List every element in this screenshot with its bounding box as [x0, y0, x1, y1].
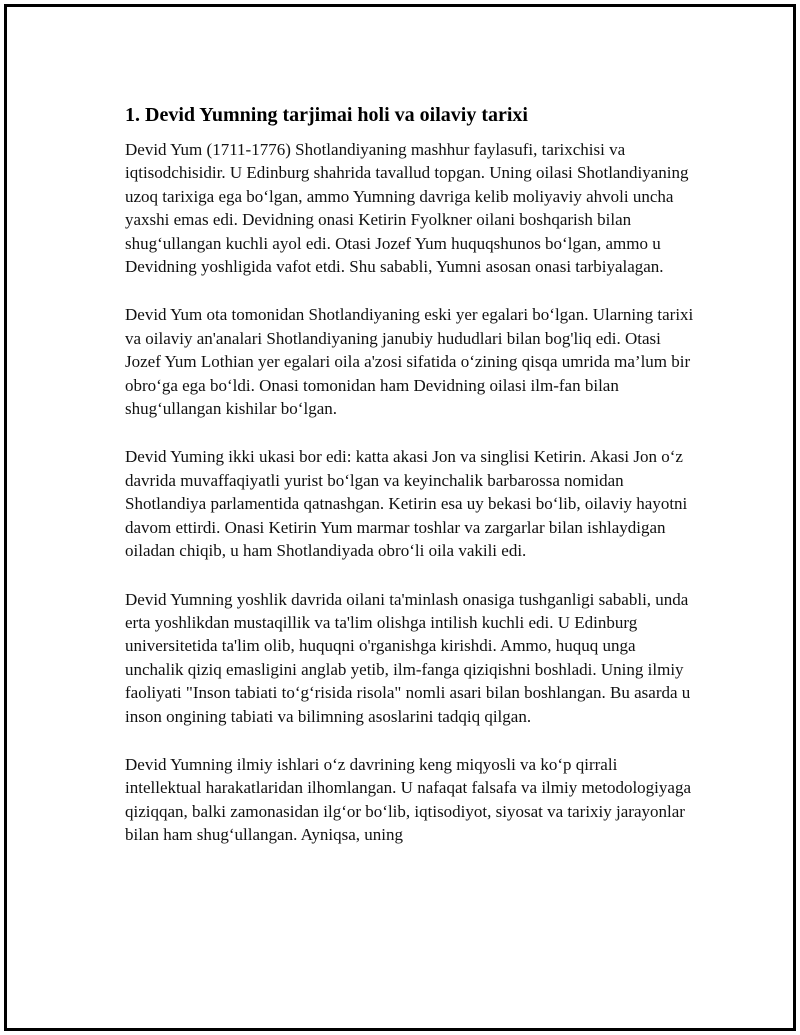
- document-body: [121, 93, 697, 872]
- paragraph-1: Devid Yum (1711-1776) Shotlandiyaning mashhur faylasufi, tarixchisi va iqtisodchisidir. U Edinburg shahrida tavallud topgan. Uning oilasi Shotlandiyaning uzoq tarixiga ega bo‘lgan, ammo Yumning davriga kelib moliyaviy ahvoli uncha yaxshi emas edi. Devidning onasi Ketirin Fyolkner oilani boshqarish bilan shug‘ullangan kuchli ayol edi. Otasi Jozef Yum huquqshunos bo‘lgan, ammo u Devidning yoshligida vafot etdi. Shu sababli, Yumni asosan onasi tarbiyalagan.: [125, 140, 689, 277]
- paragraph-5: Devid Yumning ilmiy ishlari o‘z davrining keng miqyosli va ko‘p qirrali intellektual harakatlaridan ilhomlangan. U nafaqat falsafa va ilmiy metodologiyaga qiziqqan, balki zamonasidan ilg‘or bo‘lib, iqtisodiyot, siyosat va tarixiy jarayonlar bilan ham shug‘ullangan. Ayniqsa, uning: [125, 754, 691, 845]
- paragraph-4: Devid Yumning yoshlik davrida oilani ta'minlash onasiga tushganligi sababli, unda erta yoshlikdan mustaqillik va ta'lim olishga intilish kuchli edi. U Edinburg universitetida ta'lim olib, huquqni o'rganishga kirishdi. Ammo, huquq unga unchalik qiziq emasligini anglab yetib, ilm-fanga qiziqishni boshladi. Uning ilmiy faoliyati "Inson tabiati to‘g‘risida risola" nomli asari bilan boshlangan. Bu asarda u inson ongining tabiati va bilimning asoslarini tadqiq qilgan.: [125, 589, 691, 726]
- paragraph-3: Devid Yuming ikki ukasi bor edi: katta akasi Jon va singlisi Ketirin. Akasi Jon o‘z davrida muvaffaqiyatli yurist bo‘lgan va keyinchalik barbarossa nomidan Shotlandiya parlamentida qatnashgan. Ketirin esa uy bekasi bo‘lib, oilaviy hayotni davom ettirdi. Onasi Ketirin Yum marmar toshlar va zargarlar bilan ishlaydigan oiladan chiqib, u ham Shotlandiyada obro‘li oila vakili edi.: [125, 447, 688, 561]
- page-frame: [4, 4, 796, 1031]
- section-heading: 1. Devid Yumning tarjimai holi va oilaviy tarixi: [125, 104, 528, 126]
- paragraph-2: Devid Yum ota tomonidan Shotlandiyaning eski yer egalari bo‘lgan. Ularning tarixi va oilaviy an'analari Shotlandiyaning janubiy hududlari bilan bog'liq edi. Otasi Jozef Yum Lothian yer egalari oila a'zosi sifatida o‘zining qisqa umrida ma’lum bir obro‘ga ega bo‘ldi. Onasi tomonidan ham Devidning oilasi ilm-fan bilan shug‘ullangan kishilar bo‘lgan.: [125, 305, 694, 419]
